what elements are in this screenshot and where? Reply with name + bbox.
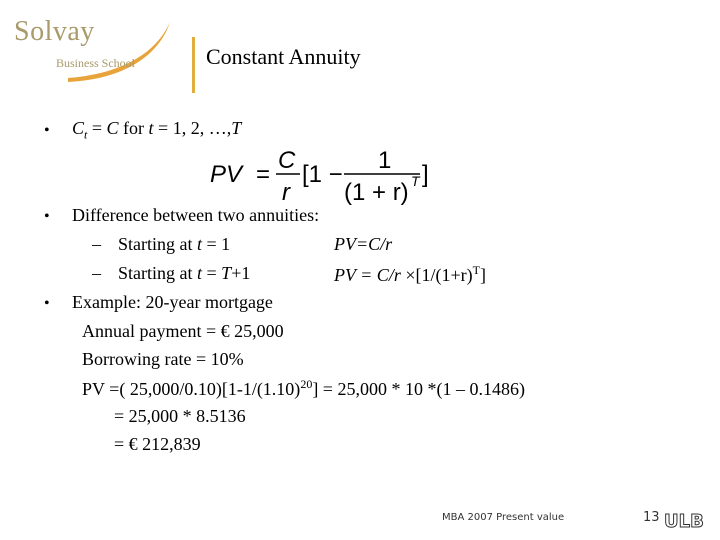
formula-inner-denominator: (1 + r) — [344, 179, 409, 206]
formula-lhs: PV — [210, 161, 243, 188]
bullet-3-text: Example: 20-year mortgage — [72, 292, 273, 312]
formula-inner-numerator: 1 — [378, 147, 392, 174]
slide-title: Constant Annuity — [206, 44, 361, 69]
label-var: T — [221, 263, 232, 283]
label-text: +1 — [231, 263, 251, 283]
example-line-payment: Annual payment = € 25,000 — [82, 321, 284, 341]
sub-item-2-value — [334, 263, 486, 286]
bullet-marker: • — [44, 122, 50, 139]
range-text: = 1, 2, …, — [153, 118, 232, 138]
example-line-eq2: = 25,000 * 8.5136 — [114, 406, 246, 426]
value-text: ×[1/(1+r) — [400, 265, 473, 285]
sub-item-1-label — [118, 234, 230, 255]
c-symbol: C — [72, 118, 85, 138]
equals: = — [87, 118, 107, 138]
dash-marker: – — [92, 234, 101, 254]
pv-text: PV =( 25,000/0.10)[1-1/(1.10) — [82, 379, 301, 399]
T-symbol: T — [231, 118, 242, 138]
example-line-pv — [82, 377, 525, 400]
formula-numerator: C — [278, 147, 296, 174]
for-text: for — [118, 118, 149, 138]
example-line-rate: Borrowing rate = 10% — [82, 349, 244, 369]
label-var: t — [197, 234, 203, 254]
dash-marker: – — [92, 263, 101, 283]
sub-item-1-value: PV=C/r — [334, 234, 393, 254]
formula-bracket-close: ] — [422, 161, 429, 188]
label-text: = — [202, 263, 222, 283]
solvay-logo — [8, 14, 178, 89]
sub-item-2-label — [118, 263, 250, 284]
annuity-formula — [208, 142, 448, 206]
label-text: = 1 — [202, 234, 231, 254]
label-var: t — [197, 263, 203, 283]
formula-bracket-open: [1 − — [302, 161, 343, 188]
logo-subtitle: Business School — [56, 56, 136, 70]
bullet-marker: • — [44, 208, 50, 225]
value-text: ] — [479, 265, 486, 285]
ulb-letters: ULB — [664, 511, 704, 532]
value-exponent: T — [472, 263, 480, 277]
pv-text: ] = 25,000 * 10 *(1 – 0.1486) — [312, 379, 525, 399]
footer-text: MBA 2007 Present value — [442, 512, 565, 523]
label-text: Starting at — [118, 263, 197, 283]
label-text: Starting at — [118, 234, 197, 254]
c-symbol-2: C — [106, 118, 119, 138]
formula-exponent: T — [411, 173, 420, 189]
t-symbol: t — [148, 118, 154, 138]
pv-exponent: 20 — [300, 377, 313, 391]
t-subscript: t — [84, 127, 88, 142]
example-line-eq3: = € 212,839 — [114, 434, 201, 454]
formula-denominator: r — [282, 179, 290, 206]
bullet-1-text — [72, 118, 241, 143]
formula-equals: = — [256, 161, 271, 188]
bullet-marker: • — [44, 295, 50, 312]
logo-wordmark: Solvay — [14, 16, 95, 47]
page-number: 13 — [643, 510, 660, 525]
bullet-2-text: Difference between two annuities: — [72, 205, 320, 225]
title-divider — [192, 37, 195, 93]
value-text: PV = C/r — [334, 265, 401, 285]
ulb-logo — [662, 508, 706, 532]
